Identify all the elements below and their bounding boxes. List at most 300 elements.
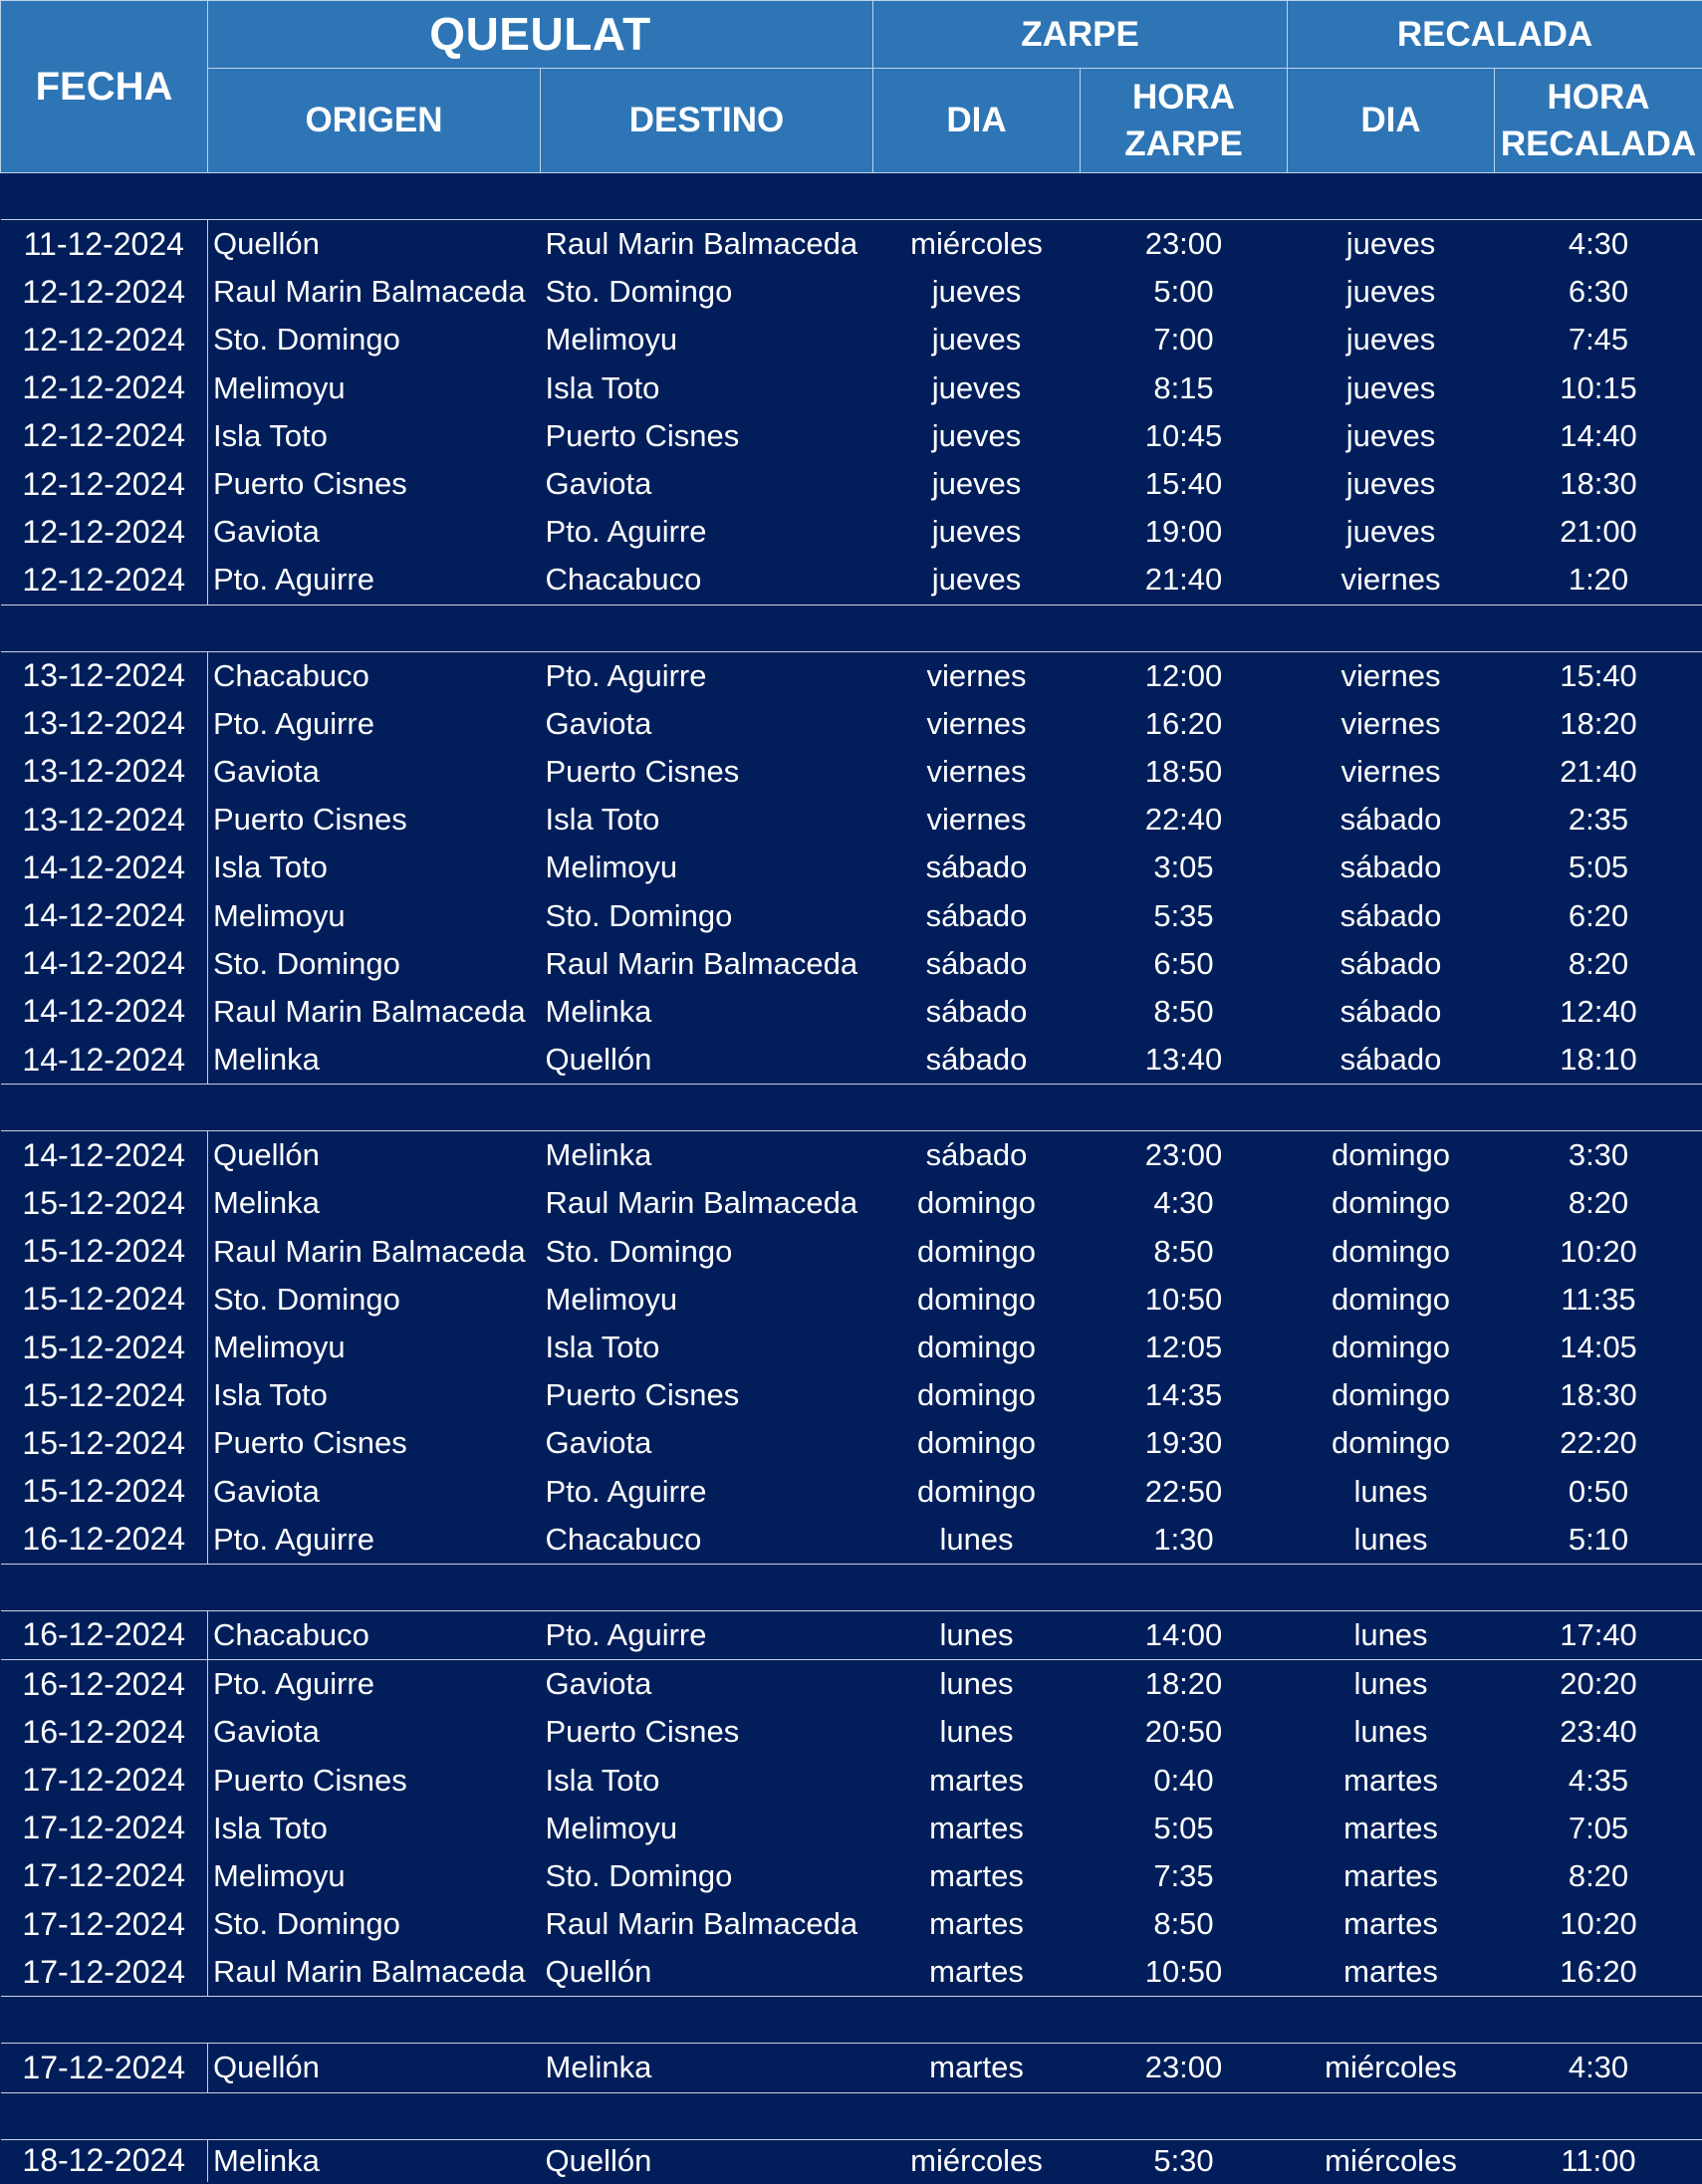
zarpe-header: ZARPE: [873, 1, 1288, 69]
separator-cell: [1, 2092, 1702, 2139]
hora-recalada-cell: 20:20: [1495, 1660, 1702, 1709]
group-separator: [1, 1564, 1702, 1610]
fecha-cell: 15-12-2024: [1, 1324, 208, 1371]
fecha-cell: 12-12-2024: [1, 556, 208, 605]
vessel-title: QUEULAT: [208, 1, 873, 69]
hora-zarpe-cell: 16:20: [1144, 705, 1223, 741]
hora-zarpe-cell: 7:00: [1153, 322, 1214, 358]
zarpe-dia-cell: domingo: [917, 1425, 1036, 1461]
table-row: [1, 508, 1702, 556]
recalada-dia-cell: domingo: [1332, 1330, 1450, 1365]
destino-cell: Isla Toto: [545, 802, 660, 838]
recalada-dia-cell: sábado: [1339, 945, 1442, 981]
origen-cell: Raul Marin Balmaceda: [213, 1233, 526, 1269]
hora-recalada-cell: 8:20: [1568, 1857, 1629, 1893]
hora-recalada-cell: 18:30: [1560, 1377, 1637, 1413]
recalada-dia-cell: sábado: [1339, 993, 1442, 1029]
hora-zarpe-cell: 21:40: [1144, 562, 1223, 598]
destino-cell: Quellón: [545, 1042, 652, 1078]
table-row: [1, 651, 1702, 700]
recalada-dia-cell: jueves: [1345, 274, 1436, 310]
origen-cell: Sto. Domingo: [213, 322, 400, 358]
table-row: [1, 1276, 1702, 1324]
recalada-dia-cell: domingo: [1332, 1281, 1450, 1317]
fecha-cell: 14-12-2024: [1, 844, 208, 891]
destino-cell: Gaviota: [541, 1660, 873, 1709]
hora-zarpe-cell: 13:40: [1144, 1042, 1223, 1078]
recalada-dia-cell: martes: [1343, 1810, 1438, 1845]
origen-cell: Gaviota: [213, 1714, 320, 1750]
recalada-dia-cell: jueves: [1345, 322, 1436, 358]
hora-recalada-cell: 3:30: [1568, 1137, 1629, 1173]
zarpe-dia-cell: sábado: [925, 945, 1028, 981]
recalada-dia-cell: sábado: [1339, 897, 1442, 933]
hora-zarpe-cell: 23:00: [1144, 2050, 1223, 2085]
zarpe-dia-cell: martes: [929, 1857, 1024, 1893]
zarpe-dia-cell: domingo: [917, 1330, 1036, 1365]
fecha-cell: 12-12-2024: [1, 316, 208, 364]
recalada-dia-cell: sábado: [1339, 849, 1442, 885]
hora-zarpe-cell: 10:50: [1144, 1281, 1223, 1317]
hora-zarpe-cell: 7:35: [1153, 1857, 1214, 1893]
origen-cell: Melinka: [213, 2142, 320, 2178]
fecha-cell: 14-12-2024: [1, 1131, 208, 1180]
origen-cell: Gaviota: [213, 1473, 320, 1509]
separator-cell: [1, 1085, 1702, 1131]
destino-cell: Raul Marin Balmaceda: [545, 226, 858, 262]
zarpe-dia-cell: jueves: [931, 466, 1022, 502]
destino-cell: Raul Marin Balmaceda: [545, 1185, 858, 1221]
recalada-dia-cell: jueves: [1345, 514, 1436, 550]
recalada-dia-cell: lunes: [1353, 1473, 1428, 1509]
fecha-cell: 12-12-2024: [1, 364, 208, 412]
recalada-dia-cell: miércoles: [1325, 2142, 1457, 2178]
fecha-cell: 15-12-2024: [1, 1179, 208, 1227]
fecha-cell: 15-12-2024: [1, 1371, 208, 1419]
table-row: [1, 1610, 1702, 1659]
hora-recalada-cell: 7:45: [1568, 322, 1629, 358]
zarpe-dia-cell: martes: [929, 2050, 1024, 2085]
fecha-cell: 14-12-2024: [1, 940, 208, 988]
destino-cell: Quellón: [545, 1954, 652, 1990]
zarpe-dia-cell: domingo: [917, 1377, 1036, 1413]
hora-zarpe-cell: 18:20: [1081, 1660, 1288, 1709]
origen-cell: Sto. Domingo: [213, 1281, 400, 1317]
recalada-dia-cell: jueves: [1345, 417, 1436, 453]
recalada-dia-cell: martes: [1343, 1762, 1438, 1798]
table-row: [1, 844, 1702, 891]
origen-cell: Pto. Aguirre: [213, 1521, 374, 1557]
hora-recalada-cell: 8:20: [1568, 945, 1629, 981]
hora-zarpe-cell: 18:50: [1144, 753, 1223, 789]
hora-recalada-cell: 21:40: [1560, 753, 1637, 789]
hora-zarpe-cell: 22:50: [1144, 1473, 1223, 1509]
hora-zarpe-cell: 5:35: [1153, 897, 1214, 933]
recalada-dia-cell: lunes: [1353, 1616, 1428, 1652]
fecha-cell: 15-12-2024: [1, 1276, 208, 1324]
fecha-cell: 16-12-2024: [1, 1660, 208, 1709]
destino-cell: Melimoyu: [545, 1810, 678, 1845]
zarpe-dia-cell: jueves: [931, 369, 1022, 405]
zarpe-dia-cell: lunes: [873, 1660, 1081, 1709]
hora-zarpe-cell: 19:30: [1144, 1425, 1223, 1461]
fecha-cell: 12-12-2024: [1, 508, 208, 556]
recalada-dia-cell: martes: [1343, 1857, 1438, 1893]
table-row: [1, 1131, 1702, 1180]
hora-zarpe-cell: 22:40: [1144, 802, 1223, 838]
table-header: [1, 1, 1702, 173]
table-row: [1, 1660, 1702, 1709]
hora-zarpe-cell: 8:50: [1153, 1233, 1214, 1269]
hora-zarpe-cell: 10:45: [1144, 417, 1223, 453]
table-row: [1, 1468, 1702, 1516]
hora-zarpe-cell: 23:00: [1144, 1137, 1223, 1173]
recalada-dia-cell: sábado: [1339, 1042, 1442, 1078]
origen-cell: Raul Marin Balmaceda: [213, 1954, 526, 1990]
hora-recalada-cell: 6:30: [1568, 274, 1629, 310]
hora-zarpe-header-line2: ZARPE: [1124, 124, 1243, 163]
destino-cell: Isla Toto: [545, 1330, 660, 1365]
zarpe-dia-cell: domingo: [917, 1185, 1036, 1221]
origen-cell: Quellón: [213, 2050, 320, 2085]
hora-zarpe-cell: 23:00: [1144, 226, 1223, 262]
destino-cell: Puerto Cisnes: [545, 417, 740, 453]
fecha-cell: 16-12-2024: [1, 1516, 208, 1565]
origen-cell: Raul Marin Balmaceda: [213, 993, 526, 1029]
zarpe-dia-cell: jueves: [931, 322, 1022, 358]
fecha-cell: 17-12-2024: [1, 1900, 208, 1948]
hora-zarpe-cell: 1:30: [1153, 1521, 1214, 1557]
table-row: [1, 988, 1702, 1036]
zarpe-dia-cell: jueves: [931, 562, 1022, 598]
table-row: [1, 1900, 1702, 1948]
table-row: [1, 748, 1702, 796]
zarpe-dia-cell: miércoles: [910, 2142, 1043, 2178]
zarpe-dia-cell: sábado: [925, 897, 1028, 933]
hora-recalada-cell: 2:35: [1568, 802, 1629, 838]
hora-zarpe-header: [1081, 69, 1288, 173]
table-row: [1, 1371, 1702, 1419]
origen-cell: Sto. Domingo: [213, 1906, 400, 1942]
table-row: [1, 700, 1702, 748]
fecha-cell: 17-12-2024: [1, 1756, 208, 1804]
fecha-cell: 13-12-2024: [1, 748, 208, 796]
hora-zarpe-cell: 5:00: [1153, 274, 1214, 310]
fecha-cell: 17-12-2024: [1, 1852, 208, 1900]
zarpe-dia-cell: sábado: [925, 1042, 1028, 1078]
destino-cell: Puerto Cisnes: [545, 753, 740, 789]
zarpe-dia-cell: jueves: [931, 417, 1022, 453]
origen-cell: Gaviota: [213, 753, 320, 789]
table-row: [1, 796, 1702, 844]
recalada-dia-cell: sábado: [1339, 802, 1442, 838]
origen-cell: Puerto Cisnes: [213, 1425, 407, 1461]
zarpe-dia-cell: viernes: [926, 657, 1027, 693]
header-row-bottom: [1, 69, 1702, 173]
hora-zarpe-cell: 20:50: [1144, 1714, 1223, 1750]
hora-recalada-cell: 11:35: [1561, 1281, 1636, 1317]
zarpe-dia-cell: viernes: [926, 802, 1027, 838]
origen-cell: Pto. Aguirre: [213, 705, 374, 741]
hora-zarpe-cell: 6:50: [1153, 945, 1214, 981]
group-separator: [1, 2092, 1702, 2139]
table-row: [1, 1756, 1702, 1804]
hora-recalada-cell: 21:00: [1560, 514, 1637, 550]
origen-cell: Isla Toto: [213, 417, 328, 453]
hora-recalada-cell: 18:20: [1560, 705, 1637, 741]
destino-cell: Melimoyu: [545, 322, 678, 358]
hora-recalada-cell: 8:20: [1568, 1185, 1629, 1221]
zarpe-dia-cell: lunes: [939, 1714, 1014, 1750]
table-row: [1, 1948, 1702, 1997]
recalada-dia-cell: lunes: [1353, 1521, 1428, 1557]
fecha-cell: 14-12-2024: [1, 1036, 208, 1085]
hora-zarpe-cell: 8:50: [1153, 1906, 1214, 1942]
origen-cell: Chacabuco: [213, 1616, 369, 1652]
recalada-dia-header: DIA: [1288, 69, 1495, 173]
table-row: [1, 1805, 1702, 1852]
recalada-dia-cell: martes: [1343, 1906, 1438, 1942]
destino-cell: Melinka: [545, 993, 652, 1029]
fecha-cell: 12-12-2024: [1, 460, 208, 508]
hora-recalada-cell: 1:20: [1568, 562, 1629, 598]
hora-recalada-cell: 10:20: [1560, 1906, 1637, 1942]
hora-zarpe-cell: 19:00: [1144, 514, 1223, 550]
hora-recalada-header-line2: RECALADA: [1500, 124, 1697, 163]
table-row: [1, 220, 1702, 269]
recalada-header: RECALADA: [1288, 1, 1702, 69]
origen-cell: Melimoyu: [213, 897, 346, 933]
destino-cell: Sto. Domingo: [545, 274, 733, 310]
fecha-cell: 17-12-2024: [1, 1948, 208, 1997]
schedule-body: [1, 173, 1702, 2182]
origen-cell: Puerto Cisnes: [213, 802, 407, 838]
table-row: [1, 268, 1702, 316]
origen-header: ORIGEN: [208, 69, 541, 173]
origen-cell: Melimoyu: [213, 1857, 346, 1893]
table-row: [1, 2139, 1702, 2182]
zarpe-dia-cell: domingo: [917, 1281, 1036, 1317]
destino-cell: Melinka: [545, 1137, 652, 1173]
hora-recalada-cell: 6:20: [1568, 897, 1629, 933]
destino-cell: Melinka: [545, 2050, 652, 2085]
zarpe-dia-cell: lunes: [939, 1521, 1014, 1557]
hora-zarpe-cell: 12:05: [1144, 1330, 1223, 1365]
table-row: [1, 1419, 1702, 1467]
hora-zarpe-cell: 0:40: [1153, 1762, 1214, 1798]
hora-recalada-cell: 22:20: [1560, 1425, 1637, 1461]
zarpe-dia-cell: domingo: [917, 1473, 1036, 1509]
recalada-dia-cell: lunes: [1288, 1660, 1495, 1709]
destino-cell: Raul Marin Balmaceda: [545, 945, 858, 981]
origen-cell: Chacabuco: [213, 657, 369, 693]
origen-cell: Melimoyu: [213, 369, 346, 405]
table-row: [1, 1228, 1702, 1276]
zarpe-dia-cell: sábado: [925, 1137, 1028, 1173]
table-row: [1, 460, 1702, 508]
recalada-dia-cell: domingo: [1332, 1137, 1450, 1173]
fecha-cell: 13-12-2024: [1, 651, 208, 700]
separator-cell: [1, 1997, 1702, 2044]
group-separator: [1, 605, 1702, 651]
recalada-dia-cell: lunes: [1353, 1714, 1428, 1750]
hora-recalada-cell: 12:40: [1560, 993, 1637, 1029]
hora-recalada-cell: 10:20: [1560, 1233, 1637, 1269]
origen-cell: Isla Toto: [213, 1377, 328, 1413]
zarpe-dia-cell: miércoles: [910, 226, 1043, 262]
header-row-top: [1, 1, 1702, 69]
destino-cell: Pto. Aguirre: [545, 514, 707, 550]
destino-cell: Chacabuco: [545, 562, 702, 598]
fecha-cell: 12-12-2024: [1, 268, 208, 316]
recalada-dia-cell: viernes: [1340, 657, 1441, 693]
zarpe-dia-cell: martes: [929, 1810, 1024, 1845]
recalada-dia-cell: miércoles: [1325, 2050, 1457, 2085]
fecha-cell: 17-12-2024: [1, 2044, 208, 2092]
hora-recalada-cell: 10:15: [1560, 369, 1637, 405]
hora-recalada-cell: 15:40: [1560, 657, 1637, 693]
recalada-dia-cell: domingo: [1332, 1233, 1450, 1269]
group-separator: [1, 173, 1702, 220]
origen-cell: Melinka: [213, 1042, 320, 1078]
recalada-dia-cell: martes: [1343, 1954, 1438, 1990]
table-row: [1, 2044, 1702, 2092]
origen-cell: Pto. Aguirre: [208, 1660, 541, 1709]
fecha-cell: 13-12-2024: [1, 700, 208, 748]
destino-header: DESTINO: [541, 69, 873, 173]
recalada-dia-cell: viernes: [1340, 753, 1441, 789]
fecha-cell: 11-12-2024: [1, 220, 208, 269]
destino-cell: Chacabuco: [545, 1521, 702, 1557]
hora-recalada-cell: 14:05: [1560, 1330, 1637, 1365]
destino-cell: Sto. Domingo: [545, 1857, 733, 1893]
destino-cell: Puerto Cisnes: [545, 1714, 740, 1750]
hora-zarpe-cell: 3:05: [1153, 849, 1214, 885]
zarpe-dia-cell: viernes: [926, 753, 1027, 789]
group-separator: [1, 1997, 1702, 2044]
destino-cell: Gaviota: [545, 705, 652, 741]
table-row: [1, 1179, 1702, 1227]
destino-cell: Pto. Aguirre: [545, 1473, 707, 1509]
hora-recalada-cell: 18:30: [1560, 466, 1637, 502]
recalada-dia-cell: viernes: [1340, 705, 1441, 741]
hora-zarpe-cell: 8:50: [1153, 993, 1214, 1029]
table-row: [1, 364, 1702, 412]
hora-recalada-cell: 7:05: [1568, 1810, 1629, 1845]
recalada-dia-cell: domingo: [1332, 1185, 1450, 1221]
recalada-dia-cell: domingo: [1332, 1377, 1450, 1413]
origen-cell: Melinka: [213, 1185, 320, 1221]
zarpe-dia-cell: lunes: [939, 1616, 1014, 1652]
hora-recalada-cell: 5:05: [1568, 849, 1629, 885]
zarpe-dia-cell: martes: [929, 1954, 1024, 1990]
hora-recalada-cell: 4:35: [1568, 1762, 1629, 1798]
hora-recalada-cell: 16:20: [1560, 1954, 1637, 1990]
zarpe-dia-header: DIA: [873, 69, 1081, 173]
origen-cell: Puerto Cisnes: [213, 1762, 407, 1798]
hora-zarpe-cell: 14:35: [1144, 1377, 1223, 1413]
fecha-cell: 13-12-2024: [1, 796, 208, 844]
fecha-cell: 12-12-2024: [1, 412, 208, 460]
fecha-cell: 15-12-2024: [1, 1419, 208, 1467]
hora-recalada-cell: 18:10: [1560, 1042, 1637, 1078]
fecha-cell: 15-12-2024: [1, 1468, 208, 1516]
destino-cell: Pto. Aguirre: [545, 657, 707, 693]
zarpe-dia-cell: sábado: [925, 849, 1028, 885]
table-row: [1, 891, 1702, 939]
separator-cell: [1, 1564, 1702, 1610]
origen-cell: Melimoyu: [213, 1330, 346, 1365]
separator-cell: [1, 173, 1702, 220]
hora-zarpe-header-line1: HORA: [1131, 77, 1236, 117]
destino-cell: Gaviota: [545, 1425, 652, 1461]
table-row: [1, 1516, 1702, 1565]
fecha-header: FECHA: [1, 1, 208, 173]
fecha-cell: 16-12-2024: [1, 1610, 208, 1659]
origen-cell: Puerto Cisnes: [213, 466, 407, 502]
hora-recalada-cell: 4:30: [1568, 2050, 1629, 2085]
recalada-dia-cell: viernes: [1340, 562, 1441, 598]
recalada-dia-cell: jueves: [1345, 466, 1436, 502]
destino-cell: Puerto Cisnes: [545, 1377, 740, 1413]
zarpe-dia-cell: jueves: [931, 514, 1022, 550]
destino-cell: Melimoyu: [545, 1281, 678, 1317]
hora-recalada-cell: 23:40: [1560, 1714, 1637, 1750]
origen-cell: Isla Toto: [213, 1810, 328, 1845]
origen-cell: Sto. Domingo: [213, 945, 400, 981]
hora-recalada-cell: 5:10: [1568, 1521, 1629, 1557]
hora-recalada-cell: 14:40: [1560, 417, 1637, 453]
hora-recalada-cell: 11:00: [1561, 2142, 1636, 2178]
destino-cell: Sto. Domingo: [545, 897, 733, 933]
hora-zarpe-cell: 5:30: [1153, 2142, 1214, 2178]
destino-cell: Isla Toto: [545, 1762, 660, 1798]
fecha-cell: 14-12-2024: [1, 891, 208, 939]
hora-recalada-header-line1: HORA: [1547, 77, 1650, 117]
zarpe-dia-cell: martes: [929, 1906, 1024, 1942]
group-separator: [1, 1085, 1702, 1131]
zarpe-dia-cell: viernes: [926, 705, 1027, 741]
separator-cell: [1, 605, 1702, 651]
hora-recalada-cell: 17:40: [1560, 1616, 1637, 1652]
recalada-dia-cell: jueves: [1345, 369, 1436, 405]
destino-cell: Sto. Domingo: [545, 1233, 733, 1269]
fecha-cell: 17-12-2024: [1, 1805, 208, 1852]
recalada-dia-cell: domingo: [1332, 1425, 1450, 1461]
destino-cell: Pto. Aguirre: [545, 1616, 707, 1652]
zarpe-dia-cell: jueves: [931, 274, 1022, 310]
hora-recalada-cell: 0:50: [1568, 1473, 1629, 1509]
fecha-cell: 16-12-2024: [1, 1708, 208, 1756]
hora-recalada-header: [1495, 69, 1702, 173]
origen-cell: Raul Marin Balmaceda: [213, 274, 526, 310]
table-row: [1, 556, 1702, 605]
destino-cell: Quellón: [545, 2142, 652, 2178]
table-row: [1, 412, 1702, 460]
fecha-cell: 18-12-2024: [1, 2139, 208, 2182]
hora-zarpe-cell: 10:50: [1144, 1954, 1223, 1990]
table-row: [1, 1036, 1702, 1085]
origen-cell: Quellón: [213, 1137, 320, 1173]
hora-zarpe-cell: 8:15: [1153, 369, 1214, 405]
destino-cell: Melimoyu: [545, 849, 678, 885]
recalada-dia-cell: jueves: [1345, 226, 1436, 262]
hora-zarpe-cell: 14:00: [1144, 1616, 1223, 1652]
table-row: [1, 1708, 1702, 1756]
origen-cell: Gaviota: [213, 514, 320, 550]
hora-zarpe-cell: 12:00: [1144, 657, 1223, 693]
origen-cell: Pto. Aguirre: [213, 562, 374, 598]
